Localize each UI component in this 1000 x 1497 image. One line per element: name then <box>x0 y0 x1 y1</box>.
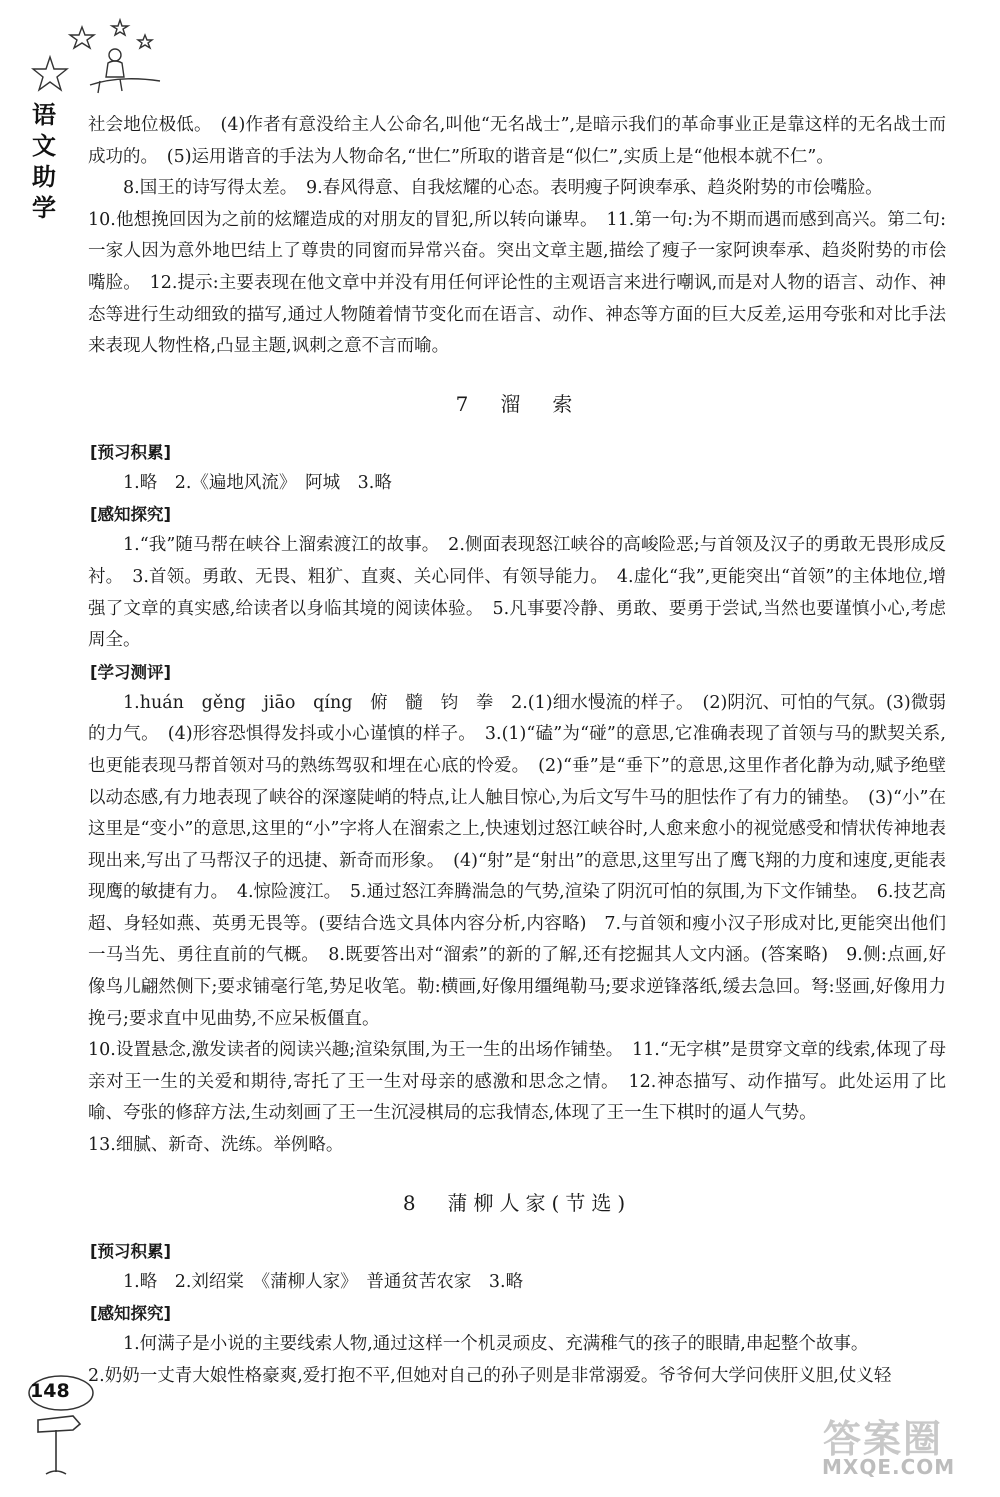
page-number: 148 <box>30 1380 70 1402</box>
answer-paragraph: 社会地位极低。 (4)作者有意没给主人公命名,叫他“无名战士”,是暗示我们的革命事业正是靠这样的无名战士而成功的。 (5)运用谐音的手法为人物命名,“世仁”所取的谐音是“似仁”,实质上是“他根本就不仁”。 <box>88 115 946 167</box>
answer-paragraph: 8.国王的诗写得太差。 9.春风得意、自我炫耀的心态。表明瘦子阿谀奉承、趋炎附势的市侩嘴脸。 <box>123 178 883 199</box>
section-label-explore: [感知探究] <box>90 1304 172 1324</box>
side-title-char: 助 <box>32 163 56 191</box>
watermark-url: MXQE.COM <box>822 1455 956 1479</box>
lesson-8-title: 8 蒲柳人家(节选) <box>402 1190 632 1215</box>
test-answers: 1.huán gěng jiāo qíng 俯 髓 钧 拳 2.(1)细水慢流的样子。 (2)阴沉、可怕的气氛。(3)微弱的力气。 (4)形容恐惧得发抖或小心谨慎的样子。 3.(1)“磕”为“碰”的意思,它准确表现了首领与马的默契关系,也更能表现马帮首领对马的熟练驾驭和埋在心底的怜爱。 (2)“垂”是“垂下”的意思,这里作者化静为动,赋予绝壁以动态感,有力地表现了峡谷的深邃陡峭的特点,让人触目惊心,为后文写牛马的胆怯作了有力的铺垫。 (3)“小”在这里是“变小”的意思,这里的“小”字将人在溜索之上,快速划过怒江峡谷时,人愈来愈小的视觉感受和情状传神地表现出来,写出了马帮汉子的迅捷、新奇而形象。 (4)“射”是“射出”的意思,这里写出了鹰飞翔的力度和速度,更能表现鹰的敏捷有力。 4.惊险渡江。 5.通过怒江奔腾湍急的气势,渲染了阴沉可怕的氛围,为下文作铺垫。 6.技艺高超、身轻如燕、英勇无畏等。(要结合选文具体内容分析,内容略) 7.与首领和瘦小汉子形成对比,更能突出他们一马当先、勇往直前的气概。 8.既要答出对“溜索”的新的了解,还有挖掘其人文内涵。(答案略) 9.侧:点画,好像鸟儿翩然侧下;要求铺毫行笔,势足收笔。勒:横画,好像用缰绳勒马;要求逆锋落纸,缓去急回。弩:竖画,好像用力挽弓;要求直中见曲势,不应呆板僵直。 <box>88 692 946 1029</box>
side-title-char: 语 <box>32 101 56 129</box>
preview-answers: 1.略 2.《遍地风流》 阿城 3.略 <box>123 472 392 493</box>
lesson-7-title: 7 溜 索 <box>455 391 579 416</box>
section-label-explore: [感知探究] <box>90 505 172 525</box>
preview-answers: 1.略 2.刘绍棠 《蒲柳人家》 普通贫苦农家 3.略 <box>123 1271 524 1292</box>
signpost-icon <box>28 1410 88 1480</box>
answer-content <box>88 110 946 1392</box>
section-label-preview: [预习积累] <box>90 1241 172 1261</box>
side-title-char: 学 <box>32 194 56 222</box>
star-decoration-icon <box>20 15 180 105</box>
side-subject-title <box>26 100 62 224</box>
explore-answers: 1.何满子是小说的主要线索人物,通过这样一个机灵顽皮、充满稚气的孩子的眼睛,串起整个故事。 <box>123 1334 869 1355</box>
section-label-preview: [预习积累] <box>90 442 172 462</box>
test-answers: 13.细腻、新奇、洗练。举例略。 <box>88 1135 344 1156</box>
explore-answers: 1.“我”随马帮在峡谷上溜索渡江的故事。 2.侧面表现怒江峡谷的高峻险恶;与首领及汉子的勇敢无畏形成反衬。 3.首领。勇敢、无畏、粗犷、直爽、关心同伴、有领导能力。 4.虚化“我”,更能突出“首领”的主体地位,增强了文章的真实感,给读者以身临其境的阅读体验。 5.凡事要冷静、勇敢、要勇于尝试,当然也要谨慎小心,考虑周全。 <box>88 535 946 651</box>
side-title-char: 文 <box>32 132 56 160</box>
answer-paragraph: 10.他想挽回因为之前的炫耀造成的对朋友的冒犯,所以转向谦卑。 11.第一句:为不期而遇而感到高兴。第二句:一家人因为意外地巴结上了尊贵的同窗而异常兴奋。突出文章主题,描绘了瘦子一家阿谀奉承、趋炎附势的市侩嘴脸。 12.提示:主要表现在他文章中并没有用任何评论性的主观语言来进行嘲讽,而是对人物的语言、动作、神态等进行生动细致的描写,通过人物随着情节变化而在语言、动作、神态等方面的巨大反差,运用夸张和对比手法来表现人物性格,凸显主题,讽刺之意不言而喻。 <box>88 209 946 357</box>
watermark-logo: 答案圈 <box>823 1417 944 1461</box>
explore-answers: 2.奶奶一丈青大娘性格豪爽,爱打抱不平,但她对自己的孙子则是非常溺爱。爷爷何大学问侠肝义胆,仗义轻 <box>88 1365 892 1386</box>
test-answers: 10.设置悬念,激发读者的阅读兴趣;渲染氛围,为王一生的出场作铺垫。 11.“无字棋”是贯穿文章的线索,体现了母亲对王一生的关爱和期待,寄托了王一生对母亲的感激和思念之情。 12.神态描写、动作描写。此处运用了比喻、夸张的修辞方法,生动刻画了王一生沉浸棋局的忘我情态,体现了王一生下棋时的逼人气势。 <box>88 1040 946 1124</box>
section-label-test: [学习测评] <box>90 662 172 682</box>
